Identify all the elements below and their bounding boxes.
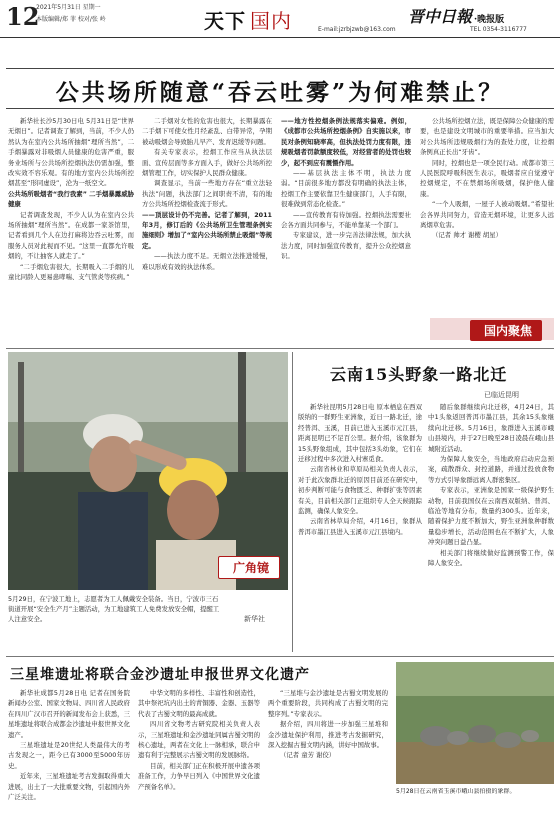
paragraph: ——基层执法主体不明，执法力度弱。“目前很多地方都没有明确的执法主体，控烟工作主要依靠卫生健康部门，人手有限，很难做到常态化检查。” (281, 169, 411, 209)
headline-rule-bottom (6, 108, 554, 109)
header-rule (0, 37, 560, 38)
phone: TEL 0354-3116777 (470, 26, 527, 33)
paragraph: 专家建议，进一步完善法律法规，加大执法力度，同时加强宣传教育，提升公众控烟意识。 (281, 231, 411, 261)
paragraph: 四川省文物考古研究院相关负责人表示，三星堆遗址和金沙遗址同属古蜀文明的核心遗址，两者在文化上一脉相承，联合申遗有利于完整展示古蜀文明的发展脉络。 (138, 720, 260, 760)
paragraph: “三星堆与金沙遗址是古蜀文明发展的两个重要阶段，共同构成了古蜀文明的完整序列。”专家表示。 (268, 689, 388, 718)
section-title-sub: 国内 (250, 9, 292, 33)
article1-column-3 (281, 116, 411, 346)
paragraph: ——执法力度不足。无烟立法推进缓慢，难以形成有效的执法体系。 (142, 252, 272, 271)
paragraph: 目前，相关部门正在积极开展申遗各项准备工作，力争早日列入《中国世界文化遗产预备名单》。 (138, 761, 260, 791)
paragraph: “一个人吸烟，一屋子人被动吸烟。”希望社会各界共同努力，营造无烟环境，让更多人远离烟草危害。 (420, 200, 554, 230)
paragraph: 为保障人象安全，当地政府启动应急预案，疏散群众、封控道路，并通过投放食物等方式引导象群远离人群密集区。 (428, 455, 554, 484)
page-number: 12 (6, 2, 40, 31)
paragraph: 云南省林草局介绍，4月16日，象群从普洱市墨江县进入玉溪市元江县境内。 (298, 517, 422, 536)
article1-column-1 (8, 116, 134, 346)
domestic-focus-tag: 国内聚焦 (470, 320, 542, 341)
paragraph: 专家表示，亚洲象是国家一级保护野生动物，目前我国仅在云南西双版纳、普洱、临沧等地有分布，数量约300头。近年来，随着保护力度不断加大，野生亚洲象种群数量稳步增长，活动范围也在不断扩大，人象冲突问题日益凸显。 (428, 486, 554, 547)
wide-angle-tag: 广角镜 (218, 556, 280, 579)
brand-name: 晋中日報 (408, 7, 473, 26)
article1-column-2 (142, 116, 272, 346)
byline: （记者 帅才 谢樱 胡星） (432, 231, 502, 240)
paragraph: ——宣传教育有待加强。控烟执法需要社会各方面共同参与，不能单靠某一个部门。 (281, 210, 411, 230)
section-divider (6, 656, 554, 657)
paragraph: 新华社长沙5月30日电 5月31日是“世界无烟日”。记者调查了解到，当前，不少人仍然认为在室内公共场所抽烟“理所当然”，二手烟暴露对非吸烟人员健康的危害严重，服务业场所与公共场所控烟执法仍需加强，整改实效不容乐观。有的地方室内公共场所控烟甚至“形同虚设”，沦为一纸空文。 (8, 117, 134, 188)
article2-headline: 云南15头野象一路北迁 (330, 365, 508, 384)
paragraph: “二手烟危害很大，长期吸入二手烟的儿童比同龄人更易患哮喘、支气管炎等疾病。” (8, 262, 134, 282)
brand-logo (408, 4, 504, 27)
paragraph: 近年来，三星堆遗址考古发掘取得重大进展，出土了一大批重要文物，引起国内外广泛关注。 (8, 772, 130, 802)
byline: （记者 童芳 谢佼） (280, 751, 336, 760)
paragraph: 二手烟对女性的危害也很大，长期暴露在二手烟下可使女性月经紊乱、白带异常，孕期被动吸烟会导致胎儿早产、发育迟缓等问题。 (142, 117, 272, 146)
paragraph: 公共场所控烟立法，既是保障公众健康的需要，也是建设文明城市的重要举措。应当加大对公共场所违规吸烟行为的查处力度，让控烟条例真正长出“牙齿”。 (420, 117, 554, 157)
section-title (204, 5, 292, 34)
photo-workers-caption: 5月29日，在宁波工地上，志愿者为工人佩戴安全装备。当日，宁波市三石街道开展“安全生产月”主题活动，为工地建筑工人免费发放安全帽，提醒工人注意安全。 (8, 595, 220, 623)
article2-column-1 (298, 402, 422, 652)
photo-workers (8, 352, 288, 590)
subheading: ——地方性控烟条例法规落实偏难。例如，《成都市公共场所控烟条例》自实施以来，市民对条例知晓率高，但执法处罚力度有限，违规吸烟者罚款额度较低，对经营者的处罚也较少，起不到应有震慑作用。 (281, 117, 411, 167)
section-divider (6, 348, 554, 349)
paragraph: 据介绍，四川将进一步加强三星堆和金沙遗址保护利用，推进考古发掘研究，深入挖掘古蜀文明内涵，讲好中国故事。 (268, 720, 388, 750)
paragraph: 中华文明的多样性、丰富性和创造性，其中祭祀坑内出土的青铜器、金器、玉器等代表了古蜀文明的最高成就。 (138, 689, 260, 718)
paragraph: 相关部门将继续做好监测预警工作，保障人象安全。 (428, 548, 554, 568)
subheading: 公共场所吸烟者“我行我素” 二手烟暴露威胁健康 (8, 189, 134, 209)
date-line: 2021年5月31日 星期一 (36, 4, 101, 11)
photo-credit: 新华社 (244, 615, 265, 623)
email: E-mail:jzrbjzwb@163.com (318, 26, 396, 33)
photo-elephants (396, 662, 554, 784)
article3-column-1 (8, 688, 130, 808)
column-divider (292, 352, 293, 652)
subheading: ——顶层设计仍不完善。记者了解到，2011年3月，修订后的《公共场所卫生管理条例实施细则》增加了“室内公共场所禁止吸烟”等规定。 (142, 210, 272, 250)
photo-elephants-image (396, 662, 554, 784)
paragraph: 记者调查发现，不少人认为在室内公共场所抽烟“理所当然”。在成都一家茶馆里，记者看到几个人在边打麻将边吞云吐雾，而服务人员对此视而不见。“这里一直都允许吸烟的，不让抽客人就走了。” (8, 210, 134, 261)
article2-column-2 (428, 402, 554, 652)
article2-subtitle: 已临近昆明 (484, 391, 519, 399)
paragraph: 三星堆遗址是20世纪人类最伟大的考古发现之一，距今已有3000至5000年历史。 (8, 741, 130, 770)
article1-column-4 (420, 116, 554, 312)
article3-headline: 三星堆遗址将联合金沙遗址申报世界文化遗产 (10, 667, 310, 683)
paragraph: 有关专家表示，控烟工作应当从执法层面、宣传层面等多方面入手，做好公共场所控烟管理工作，切实保护人民群众健康。 (142, 148, 272, 178)
article3-column-2 (138, 688, 260, 808)
staff-line: 本版编辑/郑 菲 校对/张 岭 (36, 16, 106, 23)
article3-column-3 (268, 688, 388, 808)
paragraph: 新华社成都5月28日电 记者在国务院新闻办公室、国家文物局、四川省人民政府在四川广汉市召开的新闻发布会上获悉，三星堆遗址将联合成都金沙遗址申报世界文化遗产。 (8, 689, 130, 739)
section-title-main: 天下 (204, 9, 246, 33)
paragraph: 新华社昆明5月28日电 原本栖息在西双版纳的一群野生亚洲象，近日一路北迁，途经普洱、玉溪，目前已进入玉溪市元江县，距离昆明已不足百公里。据介绍，该象群为15头野象组成，其中包括3头幼象，它们在迁移过程中多次进入村寨觅食。 (298, 403, 422, 464)
photo-elephants-caption: 5月28日在云南省玉溪市峨山县拍摄的象群。 (396, 788, 516, 795)
headline-rule-top (6, 68, 554, 69)
paragraph: 随后象群继续向北迁移，4月24日，其中1头象返回普洱市墨江县，其余15头象继续向北迁移。5月16日，象群进入玉溪市峨山县境内，并于27日晚至28日凌晨在峨山县城附近活动。 (428, 403, 554, 453)
paragraph: 同时，控烟也是一项全民行动。成都市第三人民医院呼吸科医生表示，吸烟者应自觉遵守控烟规定，不在禁烟场所吸烟，保护他人健康。 (420, 158, 554, 198)
photo-workers-image (8, 352, 288, 590)
paragraph: 调查显示，当前一些地方存在“重立法轻执法”问题，执法部门之间职责不清，有的地方公共场所控烟检查流于形式。 (142, 179, 272, 209)
article1-headline: 公共场所随意“吞云吐雾”为何难禁止？ (55, 79, 505, 106)
paragraph: 云南省林业和草原局相关负责人表示，对于此次象群北迁的原因目前还在研究中，初步判断可能与食物匮乏、种群扩张等因素有关，目前相关部门正组织专人全天候跟踪监测，确保人象安全。 (298, 465, 422, 516)
brand-edition: ·晚报版 (474, 15, 505, 25)
